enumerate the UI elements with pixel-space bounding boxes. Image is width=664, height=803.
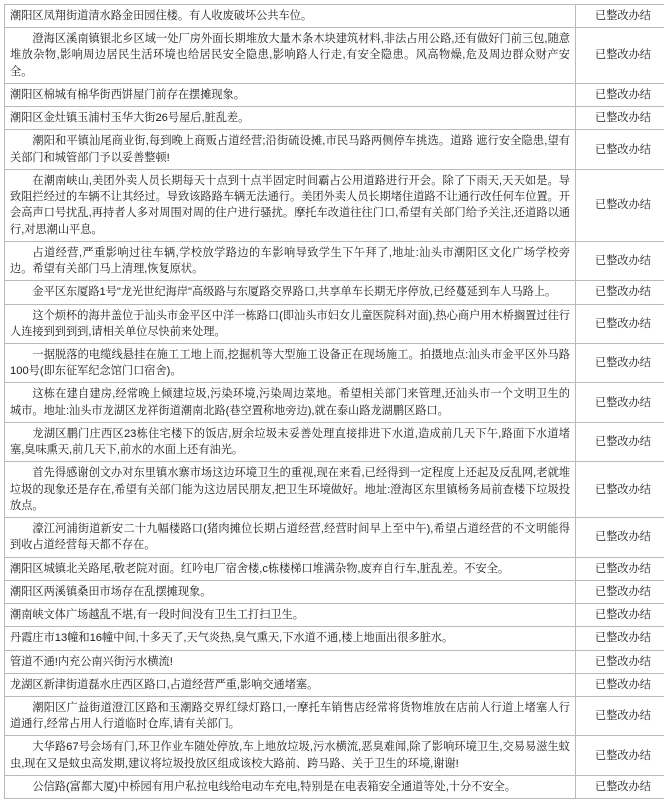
status-badge: 已整改办结 <box>576 383 664 422</box>
table-row <box>5 107 664 130</box>
table-row <box>5 696 664 735</box>
status-badge: 已整改办结 <box>576 673 664 696</box>
complaints-table <box>4 4 664 799</box>
complaint-content: 占道经营,严重影响过往车辆,学校放学路边的车影响导致学生下午拜了,地址:汕头市潮阳区文化广场学校旁边。希望有关部门马上清理,恢复原状。 <box>5 241 576 280</box>
complaint-content: 潮阳区城镇北关路尾,敬老院对面。红吟电厂宿舍楼,c栋楼梯口堆满杂物,废弃自行车,脏乱差。不安全。 <box>5 557 576 580</box>
table-row <box>5 304 664 343</box>
complaint-content: 潮阳区广益街道澄江区路和玉潮路交界红绿灯路口,一摩托车销售店经常将货物堆放在店前人行道上堵塞人行道通行,经常占用人行道临时仓库,请有关部门。 <box>5 696 576 735</box>
complaint-content: 潮阳和平镇汕尾商业街,每到晚上商贩占道经营;沿街硫设摊,市民马路两侧停车挑选。道路 遮行安全隐患,望有关部门和城管部门予以妥善整顿! <box>5 130 576 169</box>
status-badge: 已整改办结 <box>576 343 664 382</box>
table-row <box>5 604 664 627</box>
table-row <box>5 169 664 241</box>
complaint-content: 在潮南峡山,美团外卖人员长期每天十点到十点半固定时间霸占公用道路进行开会。除了下雨天,天天如是。导致阻拦经过的车辆不让其经过。导致该路路车辆无法通行。美团外卖人员长期堵住道路不让通行改任何车位置。开会高声口号扰乱,再持者人多对周围对周的住户进行骚扰。摩托车改道往往门口,希望有关部门给予关注,还道路以通行,对思潮山平息。 <box>5 169 576 241</box>
table-row <box>5 130 664 169</box>
status-badge: 已整改办结 <box>576 281 664 304</box>
status-badge: 已整改办结 <box>576 650 664 673</box>
table-row <box>5 627 664 650</box>
table-row <box>5 557 664 580</box>
complaint-content: 澄海区溪南镇银北乡区域一处厂房外面长期堆放大量木条木块建筑材料,非法占用公路,还有做好门前三包,随意堆放杂物,影响周边居民生活环境也给居民安全隐患,影响路人行走,有安全隐患。风高物燥,危及周边群众财产安全。 <box>5 28 576 84</box>
complaint-content: 首先得感谢创文办对东里镇水寨市场这边环境卫生的重视,现在来看,已经得到一定程度上还起及反乱网,老就堆垃圾的现象还是存在,希望有关部门能为这边居民朋友,把卫生环境做好。地址:澄海区东里镇杨务局前查楼下垃圾投放点。 <box>5 462 576 518</box>
complaint-content: 濠江河浦街道新安二十九幅楼路口(猪肉摊位长期占道经营,经营时间早上至中午),希望占道经营的不文明能得到收占道经营每天都不存在。 <box>5 518 576 557</box>
complaint-content: 一据脱落的电缆线悬挂在施工工地上而,挖掘机等大型施工设备正在现场施工。拍摄地点:汕头市金平区外马路100号(即东征军纪念馆门口宿舍)。 <box>5 343 576 382</box>
complaint-content: 潮南峡文体广场越乱不堪,有一段时间没有卫生工打扫卫生。 <box>5 604 576 627</box>
status-badge: 已整改办结 <box>576 28 664 84</box>
complaint-content: 潮阳区棉城有棉华街西饼屋门前存在摆摊现象。 <box>5 83 576 106</box>
complaint-content: 龙湖区鹏门庄西区23栋住宅楼下的饭店,厨余垃圾未妥善处理直接排进下水道,造成前几天下午,路面下水道堵塞,臭味熏天,前几天下,前水的水面上还有油光。 <box>5 422 576 461</box>
status-badge: 已整改办结 <box>576 518 664 557</box>
table-row <box>5 281 664 304</box>
table-row <box>5 422 664 461</box>
complaint-content: 管道不通!内充公南兴街污水横流! <box>5 650 576 673</box>
table-row <box>5 580 664 603</box>
complaint-content: 潮阳区凤翔街道清水路金田园住楼。有人收废破坏公共车位。 <box>5 5 576 28</box>
status-badge: 已整改办结 <box>576 736 664 775</box>
complaint-content: 丹霞庄市13幢和16幢中间,十多天了,天气炎热,臭气熏天,下水道不通,楼上地面出很多脏水。 <box>5 627 576 650</box>
table-row <box>5 462 664 518</box>
table-row <box>5 28 664 84</box>
status-badge: 已整改办结 <box>576 462 664 518</box>
complaint-content: 公信路(富都大厦)中桥园有用户私拉电线给电动车充电,特别是在电表箱安全通道等处,十分不安全。 <box>5 775 576 798</box>
table-row <box>5 383 664 422</box>
status-badge: 已整改办结 <box>576 775 664 798</box>
table-row <box>5 518 664 557</box>
status-badge: 已整改办结 <box>576 304 664 343</box>
status-badge: 已整改办结 <box>576 169 664 241</box>
table-row <box>5 343 664 382</box>
status-badge: 已整改办结 <box>576 422 664 461</box>
complaint-content: 金平区东厦路1号"龙光世纪海岸"高级路与东厦路交界路口,共享单车长期无序停放,已经蔓延到车人马路上。 <box>5 281 576 304</box>
table-row <box>5 673 664 696</box>
status-badge: 已整改办结 <box>576 557 664 580</box>
status-badge: 已整改办结 <box>576 83 664 106</box>
status-badge: 已整改办结 <box>576 627 664 650</box>
status-badge: 已整改办结 <box>576 696 664 735</box>
table-row <box>5 775 664 798</box>
complaint-content: 大华路67号会场有门,环卫作业车随处停放,车上地放垃圾,污水横流,恶臭难闻,除了影响环境卫生,交易易滋生蚊虫,现在又是蚊虫高发期,建议将垃圾投放区组成该校大路前、跨马路、关于卫生的环境,谢谢! <box>5 736 576 775</box>
complaint-content: 这栋在建自建房,经常晚上倾建垃圾,污染环境,污染周边菜地。希望相关部门来管理,还汕头市一个文明卫生的城市。地址:汕头市龙湖区龙祥街道潮南北路(巷空置称地旁边),就在泰山路龙湖鹏区路口。 <box>5 383 576 422</box>
table-row <box>5 5 664 28</box>
status-badge: 已整改办结 <box>576 580 664 603</box>
status-badge: 已整改办结 <box>576 241 664 280</box>
status-badge: 已整改办结 <box>576 604 664 627</box>
status-badge: 已整改办结 <box>576 5 664 28</box>
status-badge: 已整改办结 <box>576 107 664 130</box>
complaint-content: 潮阳区金灶镇玉浦村玉华大街26号屋后,脏乱差。 <box>5 107 576 130</box>
status-badge: 已整改办结 <box>576 130 664 169</box>
table-row <box>5 736 664 775</box>
table-body <box>5 5 664 799</box>
table-row <box>5 241 664 280</box>
complaint-content: 这个烦杯的海井盖位于汕头市金平区中洋一栋路口(即汕头市妇女儿童医院科对面),热心商户用木桥搁置过往行人连接到到到到,请相关单位尽快前来处理。 <box>5 304 576 343</box>
table-row <box>5 83 664 106</box>
complaint-content: 龙湖区新津街道磊水庄西区路口,占道经营严重,影响交通堵塞。 <box>5 673 576 696</box>
table-row <box>5 650 664 673</box>
complaint-content: 潮阳区两溪镇桑田市场存在乱摆摊现象。 <box>5 580 576 603</box>
